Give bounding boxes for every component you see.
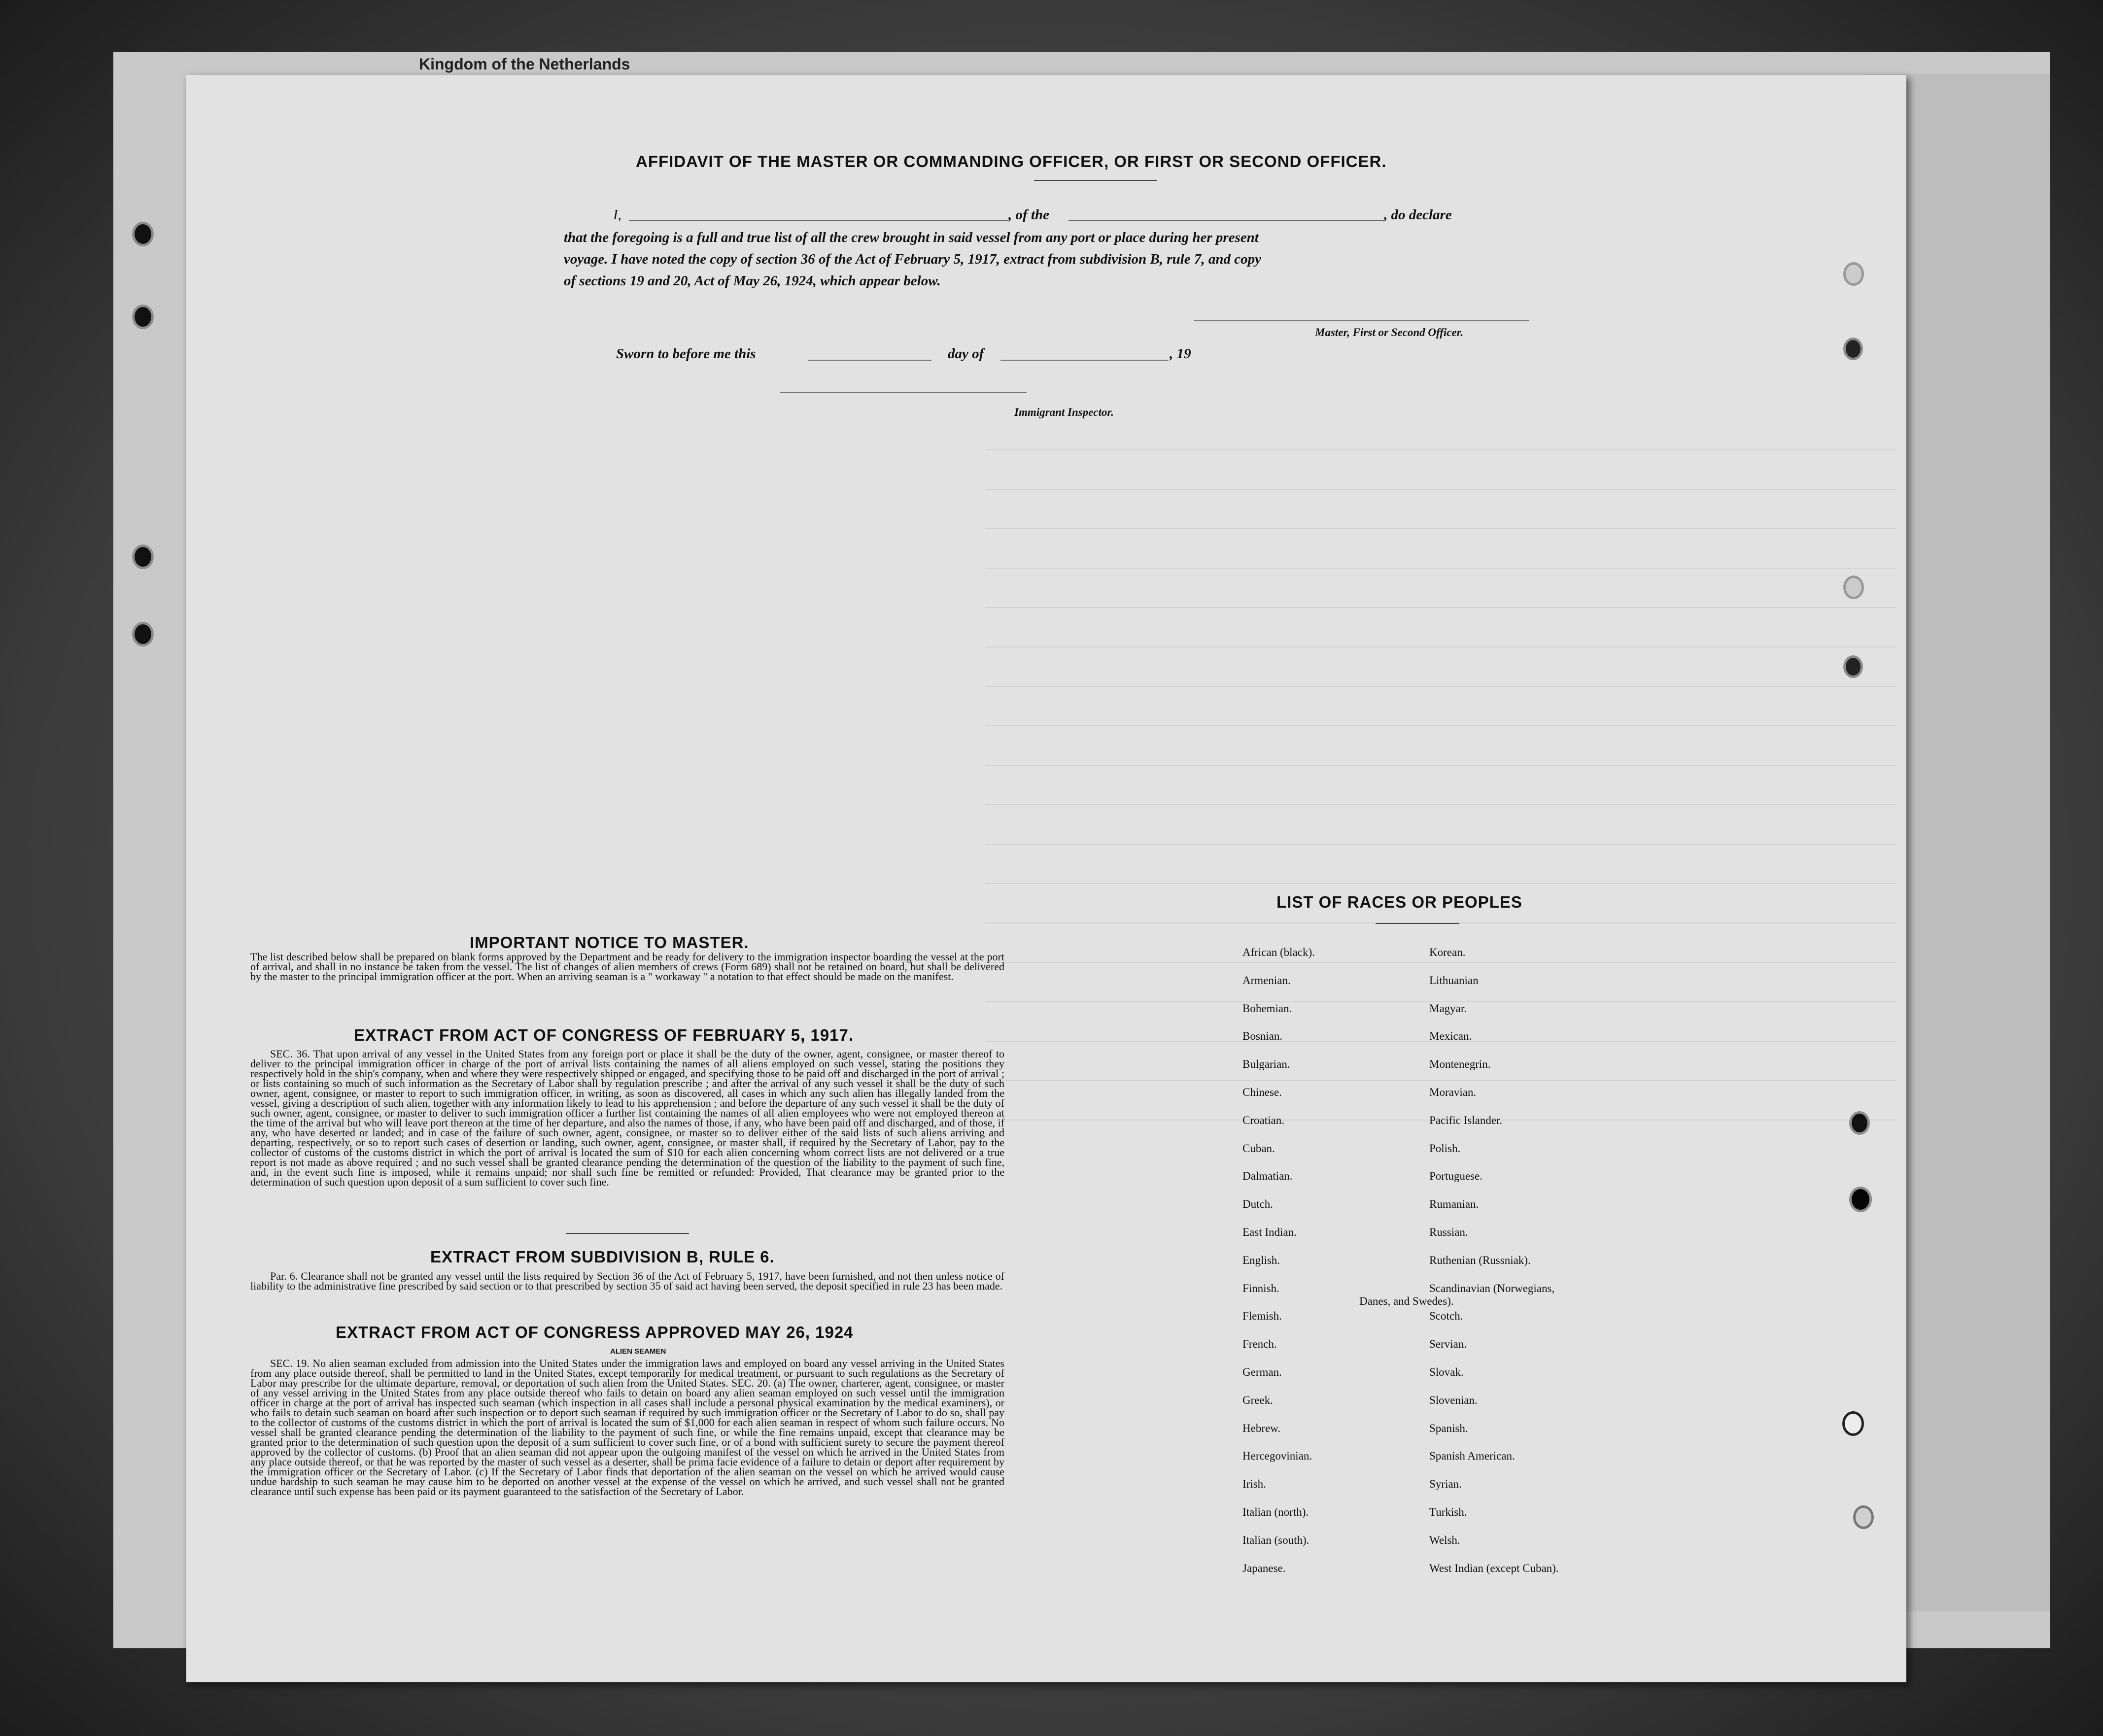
race-item: Armenian. bbox=[1242, 974, 1291, 987]
race-item: Flemish. bbox=[1242, 1310, 1282, 1323]
race-item: East Indian. bbox=[1242, 1226, 1297, 1238]
sworn-month-blank bbox=[1000, 360, 1168, 361]
sworn-day-blank bbox=[808, 360, 931, 361]
race-item: Bulgarian. bbox=[1242, 1058, 1290, 1071]
race-item: Syrian. bbox=[1429, 1478, 1462, 1491]
race-item: Spanish. bbox=[1429, 1422, 1468, 1434]
section-divider bbox=[566, 1233, 689, 1234]
punch-hole bbox=[1849, 1187, 1872, 1212]
race-item: Croatian. bbox=[1242, 1114, 1284, 1126]
race-item: Montenegrin. bbox=[1429, 1058, 1491, 1071]
race-item: Russian. bbox=[1429, 1226, 1468, 1238]
subdivision-text: Par. 6. Clearance shall not be granted any vessel until the lists required by Section 36 of the Act of February 5, 1917, have been furnished, and not then unless notice of liability to the administrative fine prescribed by said section or to that prescribed by section 35 of said act having been served, the deposit specified in rule 23 has been made. bbox=[250, 1270, 1004, 1292]
bleed-through-ruling bbox=[985, 449, 1901, 1164]
extract-1917-title: EXTRACT FROM ACT OF CONGRESS OF FEBRUARY 5, 1917. bbox=[354, 1026, 854, 1044]
race-item: Hercegovinian. bbox=[1242, 1450, 1312, 1463]
race-item: African (black). bbox=[1242, 946, 1315, 958]
punch-hole bbox=[132, 222, 154, 246]
race-item: Irish. bbox=[1242, 1478, 1266, 1491]
punch-hole bbox=[1843, 338, 1863, 360]
punch-hole bbox=[1843, 262, 1864, 286]
races-title: LIST OF RACES OR PEOPLES bbox=[1276, 893, 1522, 911]
race-item: Bohemian. bbox=[1242, 1002, 1292, 1015]
race-item: German. bbox=[1242, 1366, 1282, 1378]
race-item: Welsh. bbox=[1429, 1533, 1460, 1546]
sworn-text: Sworn to before me this bbox=[616, 346, 756, 362]
race-item: Slovak. bbox=[1429, 1366, 1464, 1378]
punch-hole bbox=[1853, 1505, 1874, 1529]
title-divider bbox=[1034, 180, 1157, 181]
extract-1924-text: SEC. 19. No alien seaman excluded from admission into the United States under the immigration laws and employed on board any vessel arriving in the United States from any place outside thereof, shall be permitted to land in the United States, except temporarily for medical treatment, or pursuant to such regulations as the Secretary of Labor may prescribe for the ultimate departure, removal, or deportation of such alien from the United States. SEC. 20. (a) The owner, charterer, agent, consignee, or master of any vessel arriving in the United States from any place outside thereof who fails to detain on board any alien seaman employed on such vessel until the immigration officer in charge at the port of arrival has inspected such seaman (which inspection in all cases shall include a personal physical examination by the medical examiners), or who fails to detain such seaman on board after such inspection or to deport such seaman if required by such immigration officer or the Secretary of Labor to do so, shall pay to the collector of customs of the customs district in which the port of arrival is located the sum of $1,000 for each alien seaman in respect of whom such failure occurs. No vessel shall be granted clearance pending the determination of the liability to the payment of such fine, or while the fine remains unpaid, except that clearance may be granted prior to the determination of such question upon the deposit of a sum sufficient to cover such fine, or of a bond with sufficient surety to secure the payment thereof approved by the collector of customs. (b) Proof that an alien seaman did not appear upon the outgoing manifest of the vessel on which he arrived in the United States from any place outside thereof, or that he was reported by the master of such vessel as a deserter, shall be prima facie evidence of a failure to detain or deport after requirement by the immigration officer or the Secretary of Labor. (c) If the Secretary of Labor finds that deportation of the alien seaman on the vessel on which he arrived would cause undue hardship to such seaman he may cause him to be deported on another vessel at the expense of the vessel on which he arrived, and such vessel shall not be granted clearance until such expense has been paid or its payment guaranteed to the satisfaction of the Secretary of Labor. bbox=[250, 1357, 1004, 1498]
punch-hole bbox=[1843, 576, 1864, 599]
race-item: Scotch. bbox=[1429, 1310, 1463, 1323]
punch-hole bbox=[1849, 1111, 1870, 1135]
race-item: Dutch. bbox=[1242, 1198, 1273, 1211]
affidavit-title: AFFIDAVIT OF THE MASTER OR COMMANDING OFFICER, OR FIRST OR SECOND OFFICER. bbox=[636, 152, 1387, 170]
race-item: French. bbox=[1242, 1338, 1277, 1351]
inspector-signature-line bbox=[780, 392, 1027, 393]
punch-hole bbox=[132, 305, 154, 329]
inspector-label: Immigrant Inspector. bbox=[1014, 406, 1114, 418]
document-page bbox=[186, 75, 1906, 1682]
race-item: Hebrew. bbox=[1242, 1422, 1281, 1434]
race-item: Italian (north). bbox=[1242, 1506, 1309, 1518]
race-item: Mexican. bbox=[1429, 1030, 1472, 1043]
race-item: Scandinavian (Norwegians, bbox=[1429, 1282, 1555, 1294]
declaration-of-the: , of the bbox=[1008, 207, 1049, 223]
race-item: Turkish. bbox=[1429, 1506, 1467, 1518]
race-item: Italian (south). bbox=[1242, 1533, 1310, 1546]
notice-title: IMPORTANT NOTICE TO MASTER. bbox=[470, 933, 749, 952]
punch-hole bbox=[1843, 655, 1863, 678]
underlying-sheet-header: Kingdom of the Netherlands bbox=[419, 55, 630, 73]
race-item: Dalmatian. bbox=[1242, 1170, 1293, 1183]
punch-hole bbox=[1842, 1411, 1864, 1436]
declaration-i: I, bbox=[613, 207, 621, 223]
race-item: Bosnian. bbox=[1242, 1030, 1283, 1043]
extract-1917-text: SEC. 36. That upon arrival of any vessel in the United States from any foreign port or place it shall be the duty of the owner, agent, consignee, or master thereof to deliver to the principal immigration officer in charge of the port of arrival lists containing the names of all aliens employed on such vessel, stating the positions they respectively hold in the ship's company, when and where they were respectively shipped or engaged, and specifying those to be paid off and discharged in the port of arrival ; or lists containing so much of such information as the Secretary of Labor shall by regulation prescribe ; and after the arrival of any such vessel it shall be the duty of such owner, agent, consignee, or master to report to such immigration officer, in writing, as soon as discovered, all cases in which any such alien has illegally landed from the vessel, giving a description of such alien, together with any information likely to lead to his apprehension ; and before the departure of any such vessel it shall be the duty of such owner, agent, consignee, or master to deliver to such immigration officer a further list containing the names of all alien employees who were not employed thereon at the time of the arrival but who will leave port thereon at the time of her departure, and also the names of those, if any, who have been paid off and discharged, and of those, if any, who have deserted or landed; and in case of the failure of such owner, agent, consignee, or master so to deliver either of the said lists of such aliens arriving and departing, respectively, or so to report such cases of desertion or landing, such owner, agent, consignee, or master shall, if required by the Secretary of Labor, pay to the collector of customs of the customs district in which the port of arrival is located the sum of $10 for each alien concerning whom correct lists are not delivered or a true report is not made as above required ; and no such vessel shall be granted clearance pending the determination of the question of the liability to the payment of such fine, and, in the event such fine is imposed, while it remains unpaid; nor shall such fine be remitted or refunded: Provided, That clearance may be granted prior to the determination of such question upon deposit of a sum sufficient to cover such fine. bbox=[250, 1048, 1004, 1188]
race-item: Moravian. bbox=[1429, 1086, 1477, 1098]
sworn-day-of: day of bbox=[948, 346, 984, 362]
race-item: Portuguese. bbox=[1429, 1170, 1482, 1183]
races-divider bbox=[1376, 923, 1459, 924]
race-item: Cuban. bbox=[1242, 1142, 1275, 1155]
race-item: Korean. bbox=[1429, 946, 1466, 958]
race-item: Finnish. bbox=[1242, 1282, 1279, 1294]
race-item: Lithuanian bbox=[1429, 974, 1479, 987]
race-item: Danes, and Swedes). bbox=[1359, 1294, 1454, 1307]
race-item: Chinese. bbox=[1242, 1086, 1282, 1098]
vessel-blank bbox=[1069, 220, 1384, 221]
race-item: Pacific Islander. bbox=[1429, 1114, 1503, 1126]
declaration-line-4: of sections 19 and 20, Act of May 26, 1924, which appear below. bbox=[564, 273, 941, 289]
notice-text: The list described below shall be prepared on blank forms approved by the Department and be ready for delivery to the immigration inspector boarding the vessel at the port of arrival, and shall in no instance be taken from the vessel. The list of changes of alien members of crews (Form 689) shall not be retained on board, but shall be delivered by the master to the principal immigration officer at the port. When an arriving seaman is a " workaway " a notation to that effect should be made on the manifest. bbox=[250, 951, 1004, 983]
declaration-line-3: voyage. I have noted the copy of section 36 of the Act of February 5, 1917, extract from subdivision B, rule 7, and copy bbox=[564, 251, 1261, 267]
race-item: Polish. bbox=[1429, 1142, 1461, 1155]
punch-hole bbox=[132, 545, 154, 569]
race-item: Slovenian. bbox=[1429, 1394, 1478, 1406]
race-item: Magyar. bbox=[1429, 1002, 1467, 1015]
race-item: West Indian (except Cuban). bbox=[1429, 1562, 1559, 1574]
subdivision-title: EXTRACT FROM SUBDIVISION B, RULE 6. bbox=[430, 1248, 775, 1266]
extract-1924-title: EXTRACT FROM ACT OF CONGRESS APPROVED MAY 26, 1924 bbox=[336, 1323, 854, 1341]
name-blank bbox=[629, 220, 1008, 221]
signature-line bbox=[1194, 320, 1529, 321]
sworn-year: , 19 bbox=[1170, 346, 1191, 362]
signature-label: Master, First or Second Officer. bbox=[1315, 326, 1464, 339]
race-item: Greek. bbox=[1242, 1394, 1273, 1406]
declaration-line-2: that the foregoing is a full and true list of all the crew brought in said vessel from any port or place during her present bbox=[564, 230, 1259, 245]
race-item: English. bbox=[1242, 1254, 1280, 1266]
alien-seamen-subtitle: ALIEN SEAMEN bbox=[610, 1347, 666, 1356]
race-item: Rumanian. bbox=[1429, 1198, 1479, 1211]
declaration-do-declare: , do declare bbox=[1384, 207, 1452, 223]
race-item: Ruthenian (Russniak). bbox=[1429, 1254, 1531, 1266]
race-item: Japanese. bbox=[1242, 1562, 1286, 1574]
punch-hole bbox=[132, 622, 154, 647]
race-item: Spanish American. bbox=[1429, 1450, 1515, 1463]
race-item: Servian. bbox=[1429, 1338, 1467, 1351]
